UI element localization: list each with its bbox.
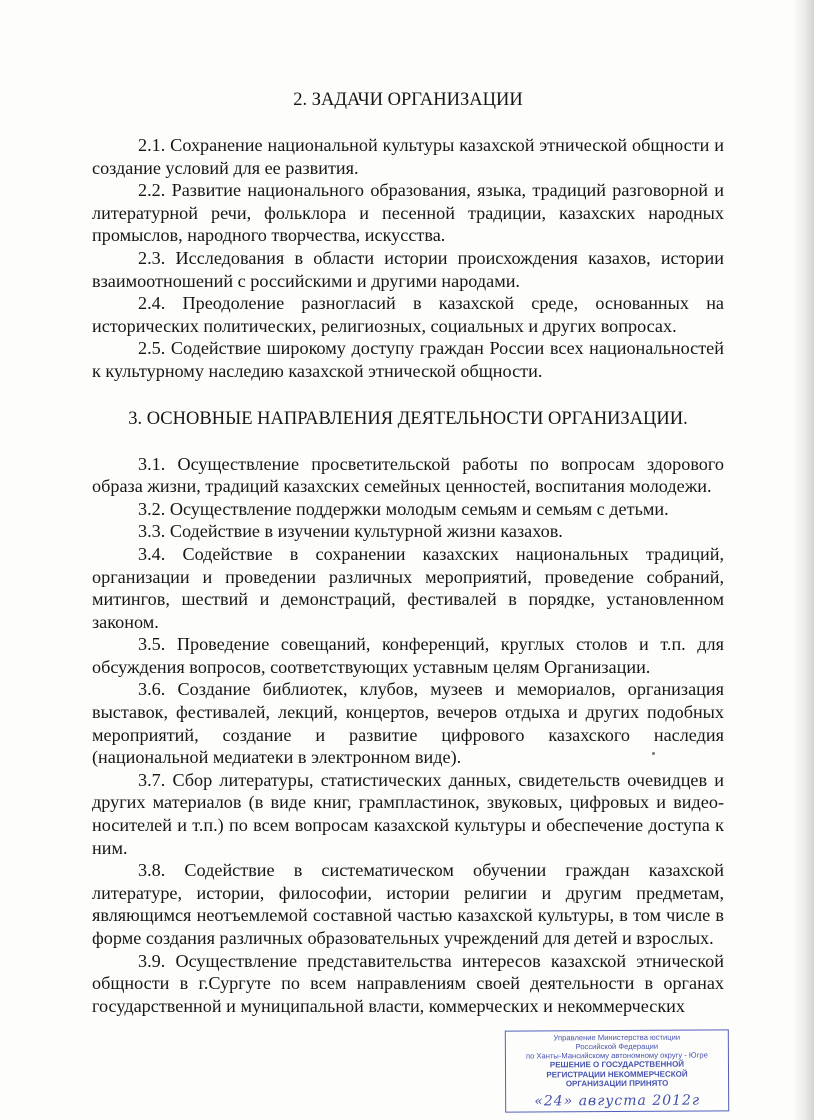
item-3-1: 3.1. Осуществление просветительской работы по вопросам здорового образа жизни, традиций казахских семейных ценностей, воспитания молодежи. [92, 453, 724, 497]
scan-speck [652, 752, 655, 755]
item-3-6: 3.6. Создание библиотек, клубов, музеев и мемориалов, организация выставок, фестивалей, лекций, концертов, вечеров отдыха и других подобных мероприятий, создание и развитие цифрового казахского наследия (национальной медиатеки в электронном виде). [92, 679, 724, 768]
item-3-7: 3.7. Сбор литературы, статистических данных, свидетельств очевидцев и других материалов (в виде книг, грампластинок, звуковых, цифровых и видео-носителей и т.п.) по всем вопросам казахской культуры и обеспечение доступа к ним. [92, 769, 724, 858]
document-body [92, 88, 724, 1017]
item-2-4: 2.4. Преодоление разногласий в казахской среде, основанных на исторических политических, религиозных, социальных и других вопросах. [92, 293, 724, 336]
section-2-heading: 2. ЗАДАЧИ ОРГАНИЗАЦИИ [293, 90, 523, 110]
item-3-9: 3.9. Осуществление представительства интересов казахской этнической общности в г.Сургуте по всем направлениям своей деятельности в органах государственной и муниципальной власти, коммерческих и некоммерческих [92, 950, 724, 1016]
stamp-line-region: по Ханты-Мансийскому автономному округу - Югре [525, 1050, 708, 1061]
stamp-line-accepted: ОРГАНИЗАЦИИ ПРИНЯТО [565, 1078, 669, 1089]
item-2-5: 2.5. Содействие широкому доступу граждан России всех национальностей к культурному наследию казахской этнической общности. [92, 338, 724, 381]
page-edge-shadow [792, 0, 814, 1120]
item-3-2: 3.2. Осуществление поддержки молодым семьям и семьям с детьми. [138, 498, 669, 519]
item-3-3: 3.3. Содействие в изучении культурной жизни казахов. [138, 521, 563, 542]
stamp-line-decision: РЕШЕНИЕ О ГОСУДАРСТВЕННОЙ [549, 1060, 685, 1070]
stamp-date: «24» августа 2012г [534, 1092, 701, 1110]
item-3-5: 3.5. Проведение совещаний, конференций, круглых столов и т.п. для обсуждения вопросов, соответствующих уставным целям Организации. [92, 634, 724, 677]
registration-stamp [505, 1029, 729, 1112]
item-2-2: 2.2. Развитие национального образования, языка, традиций разговорной и литературной речи, фольклора и песенной традиции, казахских народных промыслов, народного творчества, искусства. [92, 180, 724, 246]
stamp-line-registration: РЕГИСТРАЦИИ НЕКОММЕРЧЕСКОЙ [546, 1069, 688, 1080]
item-3-4: 3.4. Содействие в сохранении казахских национальных традиций, организации и проведении различных мероприятий, проведение собраний, митингов, шествий и демонстраций, фестивалей в порядке, установленном законом. [92, 543, 724, 632]
section-3-heading: 3. ОСНОВНЫЕ НАПРАВЛЕНИЯ ДЕЯТЕЛЬНОСТИ ОРГАНИЗАЦИИ. [128, 408, 688, 429]
item-2-3: 2.3. Исследования в области истории происхождения казахов, истории взаимоотношений с российскими и другими народами. [92, 247, 724, 291]
item-3-8: 3.8. Содействие в систематическом обучении граждан казахской литературе, истории, философии, истории религии и другим предметам, являющимся неотъемлемой составной частью казахской культуры, в том числе в форме создания различных образовательных учреждений для детей и взрослых. [92, 860, 724, 948]
stamp-line-federation: Российской Федерации [575, 1041, 659, 1052]
item-2-1: 2.1. Сохранение национальной культуры казахской этнической общности и создание условий для ее развития. [92, 135, 724, 178]
stamp-line-ministry: Управление Министерства юстиции [553, 1032, 681, 1043]
